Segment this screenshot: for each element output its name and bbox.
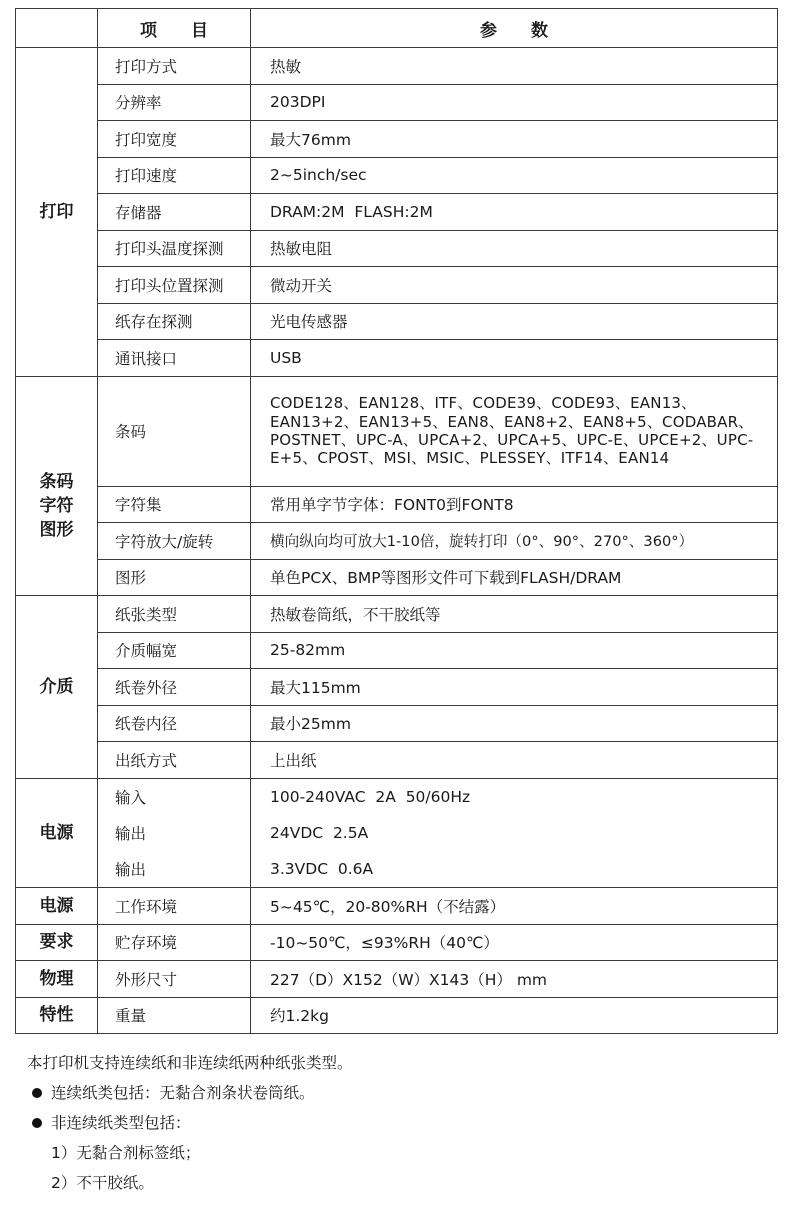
value-cell: 25-82mm <box>251 632 778 669</box>
value-cell: 横向纵向均可放大1-10倍，旋转打印（0°、90°、270°、360°） <box>251 523 778 560</box>
item-cell: 打印速度 <box>98 157 251 194</box>
bullet-text: 非连续纸类型包括： <box>51 1114 191 1132</box>
bullet-text: 连续纸类包括：无黏合剂条状卷筒纸。 <box>51 1084 315 1102</box>
value-cell: -10~50℃，≤93%RH（40℃） <box>251 924 778 961</box>
value-cell: 热敏卷筒纸，不干胶纸等 <box>251 596 778 633</box>
category-physical-1: 物理 <box>16 961 98 998</box>
table-row <box>16 230 778 267</box>
header-blank <box>16 9 98 48</box>
item-cell: 出纸方式 <box>98 742 251 779</box>
category-env-2: 要求 <box>16 924 98 961</box>
value-cell: 热敏 <box>251 48 778 85</box>
table-row <box>16 632 778 669</box>
table-row <box>16 705 778 742</box>
item-cell: 输入 <box>98 778 251 815</box>
item-cell: 打印头温度探测 <box>98 230 251 267</box>
spec-table <box>15 8 778 1034</box>
item-cell: 纸卷外径 <box>98 669 251 706</box>
value-cell: 227（D）X152（W）X143（H） mm <box>251 961 778 998</box>
value-cell: 最小25mm <box>251 705 778 742</box>
value-cell: 24VDC 2.5A <box>251 815 778 852</box>
item-cell: 条码 <box>98 376 251 486</box>
list-item <box>27 1078 353 1108</box>
table-row <box>16 742 778 779</box>
item-cell: 纸存在探测 <box>98 303 251 340</box>
table-row <box>16 84 778 121</box>
table-row <box>16 961 778 998</box>
value-cell: 约1.2kg <box>251 997 778 1034</box>
value-cell: 2~5inch/sec <box>251 157 778 194</box>
category-barcode: 条码 字符 图形 <box>16 376 98 596</box>
value-cell: 最大115mm <box>251 669 778 706</box>
value-cell: USB <box>251 340 778 377</box>
item-cell: 输出 <box>98 851 251 888</box>
table-row <box>16 523 778 560</box>
table-row <box>16 559 778 596</box>
header-param: 参 数 <box>251 9 778 48</box>
bullet-icon <box>32 1088 42 1098</box>
item-cell: 重量 <box>98 997 251 1034</box>
value-cell: 微动开关 <box>251 267 778 304</box>
category-power: 电源 <box>16 778 98 888</box>
bullet-icon <box>32 1118 42 1128</box>
table-row <box>16 851 778 888</box>
item-cell: 纸张类型 <box>98 596 251 633</box>
value-cell: 上出纸 <box>251 742 778 779</box>
category-print: 打印 <box>16 48 98 377</box>
value-cell: 光电传感器 <box>251 303 778 340</box>
notes-section <box>27 1048 353 1198</box>
table-row <box>16 157 778 194</box>
table-row <box>16 303 778 340</box>
sub-item: 2）不干胶纸。 <box>51 1174 154 1192</box>
value-cell: 203DPI <box>251 84 778 121</box>
item-cell: 字符放大/旋转 <box>98 523 251 560</box>
item-cell: 通讯接口 <box>98 340 251 377</box>
item-cell: 存储器 <box>98 194 251 231</box>
table-row <box>16 194 778 231</box>
item-cell: 纸卷内径 <box>98 705 251 742</box>
table-row <box>16 121 778 158</box>
value-cell: 最大76mm <box>251 121 778 158</box>
value-cell: 5~45℃，20-80%RH（不结露） <box>251 888 778 925</box>
table-row <box>16 340 778 377</box>
item-cell: 介质幅宽 <box>98 632 251 669</box>
table-row <box>16 888 778 925</box>
table-row <box>16 815 778 852</box>
item-cell: 打印方式 <box>98 48 251 85</box>
item-cell: 字符集 <box>98 486 251 523</box>
table-row <box>16 997 778 1034</box>
header-item: 项 目 <box>98 9 251 48</box>
category-physical-2: 特性 <box>16 997 98 1034</box>
table-row <box>16 924 778 961</box>
value-cell: 100-240VAC 2A 50/60Hz <box>251 778 778 815</box>
value-cell: 3.3VDC 0.6A <box>251 851 778 888</box>
table-row <box>16 778 778 815</box>
list-item <box>27 1108 353 1138</box>
item-cell: 打印头位置探测 <box>98 267 251 304</box>
item-cell: 打印宽度 <box>98 121 251 158</box>
sub-item: 1）无黏合剂标签纸； <box>51 1144 201 1162</box>
table-row <box>16 48 778 85</box>
table-row <box>16 376 778 486</box>
category-env-1: 电源 <box>16 888 98 925</box>
item-cell: 分辨率 <box>98 84 251 121</box>
table-row <box>16 267 778 304</box>
value-cell: 热敏电阻 <box>251 230 778 267</box>
value-cell: 常用单字节字体：FONT0到FONT8 <box>251 486 778 523</box>
table-row <box>16 596 778 633</box>
category-media: 介质 <box>16 596 98 779</box>
item-cell: 输出 <box>98 815 251 852</box>
item-cell: 图形 <box>98 559 251 596</box>
item-cell: 工作环境 <box>98 888 251 925</box>
header-row <box>16 9 778 48</box>
value-cell: CODE128、EAN128、ITF、CODE39、CODE93、EAN13、EAN13+2、EAN13+5、EAN8、EAN8+2、EAN8+5、CODABAR、POSTNET、UPC-A、UPCA+2、UPCA+5、UPC-E、UPCE+2、UPC-E+5、CPOST、MSI、MSIC、PLESSEY、ITF14、EAN14 <box>251 376 778 486</box>
table-row <box>16 669 778 706</box>
item-cell: 贮存环境 <box>98 924 251 961</box>
value-cell: DRAM:2M FLASH:2M <box>251 194 778 231</box>
value-cell: 单色PCX、BMP等图形文件可下载到FLASH/DRAM <box>251 559 778 596</box>
item-cell: 外形尺寸 <box>98 961 251 998</box>
notes-intro: 本打印机支持连续纸和非连续纸两种纸张类型。 <box>27 1054 353 1072</box>
table-row <box>16 486 778 523</box>
